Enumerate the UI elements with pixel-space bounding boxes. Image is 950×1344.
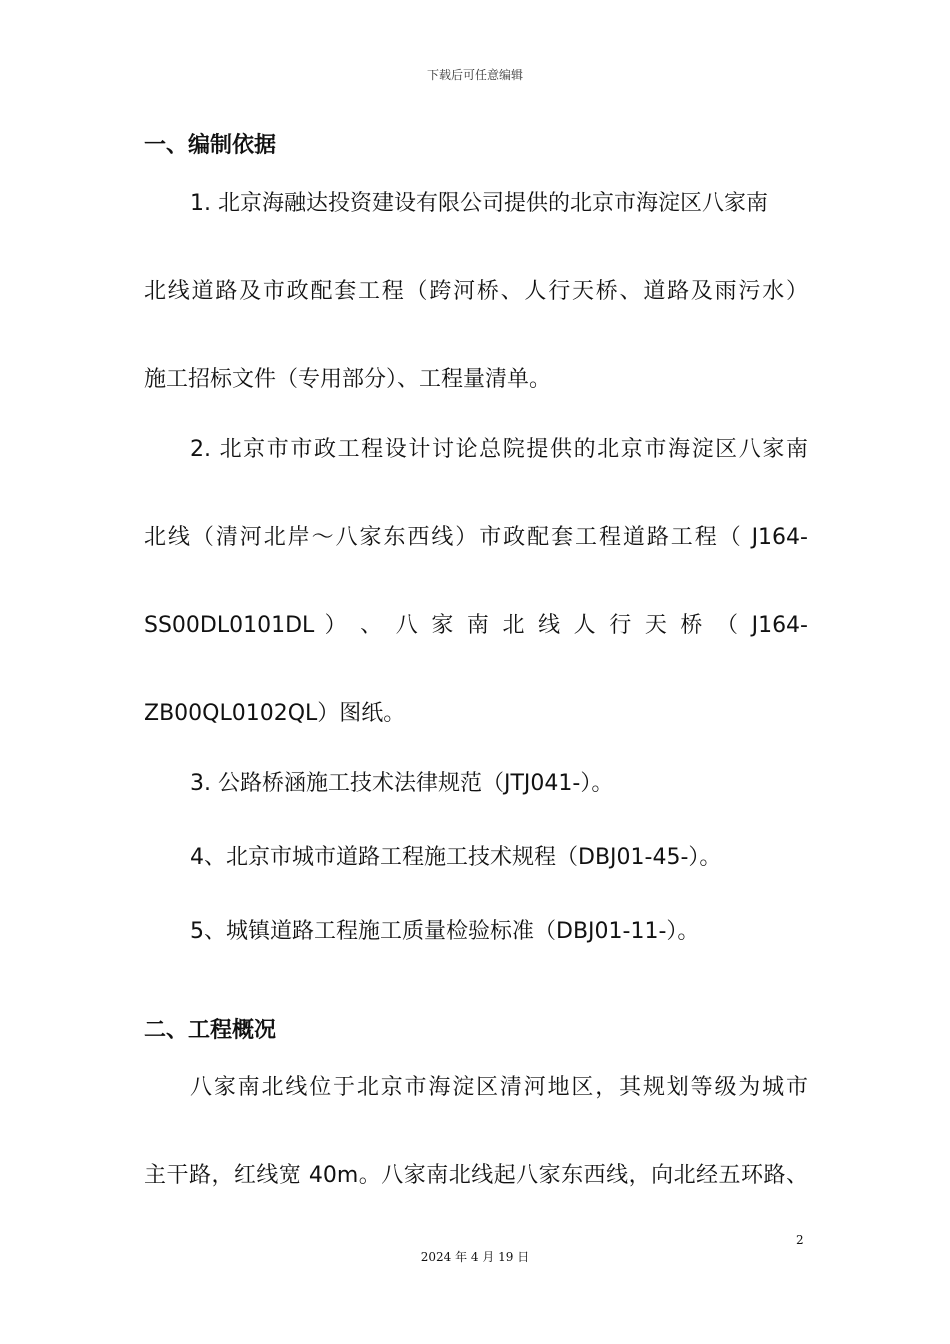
paragraph-line: 2. 北京市市政工程设计讨论总院提供的北京市海淀区八家南 <box>190 437 808 462</box>
page-header: 下载后可任意编辑 <box>426 68 523 82</box>
paragraph-line: 3. 公路桥涵施工技术法律规范（JTJ041-）。 <box>190 771 614 796</box>
paragraph-line: 北线道路及市政配套工程（跨河桥、人行天桥、道路及雨污水） <box>144 279 808 304</box>
paragraph-line: 主干路，红线宽 40m。八家南北线起八家东西线，向北经五环路、 <box>144 1163 808 1188</box>
paragraph-line: 5、城镇道路工程施工质量检验标准（DBJ01-11-）。 <box>190 919 700 944</box>
paragraph-line: 1. 北京海融达投资建设有限公司提供的北京市海淀区八家南 <box>190 191 768 216</box>
paragraph-line: 施工招标文件（专用部分）、工程量清单。 <box>144 367 552 392</box>
section-heading-basis: 一、编制依据 <box>144 133 277 158</box>
paragraph-line: ZB00QL0102QL）图纸。 <box>144 701 406 726</box>
page-number: 2 <box>796 1233 804 1247</box>
paragraph-line: 八家南北线位于北京市海淀区清河地区，其规划等级为城市 <box>190 1075 808 1100</box>
paragraph-line: SS00DL0101DL ） 、 八 家 南 北 线 人 行 天 桥 （ J164- <box>144 613 808 638</box>
section-heading-overview: 二、工程概况 <box>144 1018 277 1043</box>
page-footer-date: 2024 年 4 月 19 日 <box>420 1250 530 1264</box>
paragraph-line: 4、北京市城市道路工程施工技术规程（DBJ01-45-）。 <box>190 845 722 870</box>
paragraph-line: 北线（清河北岸～八家东西线）市政配套工程道路工程（ J164- <box>144 525 808 550</box>
